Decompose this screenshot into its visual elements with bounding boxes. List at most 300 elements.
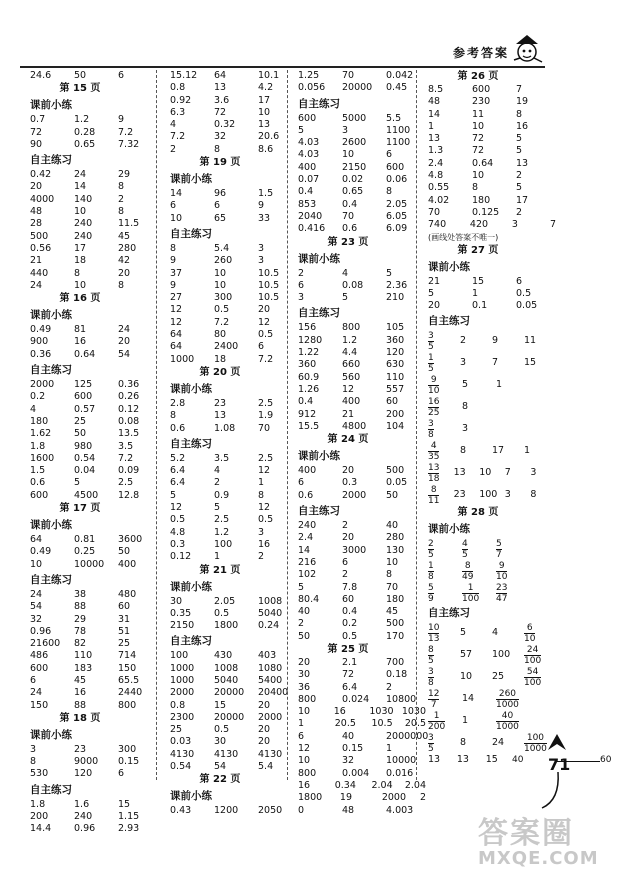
answer-row <box>298 805 426 817</box>
answer-value: 4.8 <box>170 526 186 538</box>
answer-value: 16 <box>333 706 346 718</box>
answer-value: 6.09 <box>386 223 408 235</box>
answer-value: 30 <box>170 595 183 607</box>
answer-value: 4.2 <box>258 82 274 94</box>
section-heading: 自主练习 <box>298 307 340 320</box>
answer-row <box>298 223 426 235</box>
fraction-denominator: 5 <box>428 342 434 353</box>
answer-row <box>428 158 556 170</box>
page-heading: 第 17 页 <box>59 503 101 515</box>
answer-value: 600 <box>298 112 317 124</box>
answer-value: 5040 <box>214 674 239 686</box>
answer-value: 2050 <box>258 805 283 817</box>
answer-value: 400 <box>298 465 317 477</box>
answer-value: 6 <box>298 477 305 489</box>
answer-value: 5.4 <box>214 242 230 254</box>
answer-value: 0.016 <box>386 767 414 779</box>
answer-value: 10 <box>214 267 227 279</box>
answer-value: 14.4 <box>30 823 52 835</box>
fraction-numerator: 4 <box>462 539 468 550</box>
answer-row <box>298 657 426 669</box>
answer-value: 82 <box>74 638 87 650</box>
answer-value <box>428 538 462 560</box>
answer-value: 110 <box>386 371 405 383</box>
fraction-numerator: 5 <box>496 539 502 550</box>
answer-value: 0.65 <box>342 186 364 198</box>
page-heading: 第 20 页 <box>199 366 241 378</box>
answer-row <box>170 82 298 94</box>
answer-row <box>30 127 158 139</box>
answer-value: 7 <box>516 84 523 95</box>
answer-row <box>298 545 426 557</box>
fraction-denominator: 18 <box>428 474 440 485</box>
answer-row <box>170 268 298 280</box>
column-divider <box>156 70 157 780</box>
answer-value: 7.2 <box>258 353 274 365</box>
answer-row <box>30 687 158 699</box>
page-heading: 第 27 页 <box>457 244 499 256</box>
answer-row <box>298 532 426 544</box>
answer-value: 0.02 <box>342 174 364 186</box>
answer-row <box>30 336 158 348</box>
section-heading: 自主练习 <box>298 97 340 110</box>
answer-value <box>428 560 462 582</box>
answer-value: 560 <box>342 371 361 383</box>
answer-value: 78 <box>74 625 87 637</box>
answer-value: 1280 <box>298 334 323 346</box>
answer-row <box>298 162 426 174</box>
answer-row <box>170 107 298 119</box>
answer-row <box>428 288 556 300</box>
answer-column-4 <box>428 70 612 767</box>
answer-value: 130 <box>386 544 405 556</box>
answer-row <box>298 730 429 743</box>
answer-row <box>30 404 158 416</box>
answer-row <box>428 462 556 484</box>
answer-value: 20.5 <box>404 718 427 730</box>
answer-value: 500 <box>30 230 49 242</box>
answer-value: 430 <box>214 650 233 662</box>
answer-value: 8 <box>170 410 177 422</box>
answer-value: 4 <box>342 267 349 279</box>
fraction-numerator: 2 <box>428 539 434 550</box>
answer-row <box>428 538 556 560</box>
answer-value: 1.8 <box>30 440 46 452</box>
fraction <box>462 583 479 604</box>
answer-value: 120 <box>74 768 93 780</box>
answer-value: 4.8 <box>428 170 444 182</box>
answer-value: 0.125 <box>472 206 500 218</box>
answer-row <box>170 280 298 292</box>
answer-value: 2.5 <box>258 452 274 464</box>
answer-value: 5000 <box>342 112 367 124</box>
answer-value: 31 <box>118 613 131 625</box>
answer-row <box>298 335 426 347</box>
answer-value: 125 <box>74 379 93 391</box>
answer-value: 60 <box>386 396 399 408</box>
answer-value: 105 <box>386 322 405 334</box>
answer-value: 32 <box>214 131 227 143</box>
answer-value: 0.3 <box>342 477 358 489</box>
answer-row <box>30 70 158 82</box>
answer-value: 0.56 <box>30 242 52 254</box>
answer-value: 10 <box>258 106 271 118</box>
answer-value: 51 <box>118 625 131 637</box>
mascot-icon <box>508 30 546 66</box>
answer-row <box>428 330 556 352</box>
answer-value: 14 <box>74 181 87 193</box>
answer-value: 5 <box>214 502 221 514</box>
fraction <box>428 667 434 688</box>
answer-value: 403 <box>258 650 277 662</box>
answer-value: 0.5 <box>258 329 274 341</box>
answer-row <box>170 200 298 212</box>
answer-value: 10.5 <box>371 718 393 730</box>
answer-value: 600 <box>74 391 93 403</box>
answer-value: 8 <box>170 242 177 254</box>
answer-value: 21 <box>30 255 43 267</box>
answer-value: 200 <box>30 811 49 823</box>
answer-value: 800 <box>298 767 317 779</box>
column-divider <box>416 70 417 780</box>
answer-column-1 <box>30 70 158 836</box>
answer-value: 2150 <box>342 161 367 173</box>
answer-value: 10.1 <box>258 70 280 81</box>
answer-row <box>298 477 426 489</box>
answer-value: 70 <box>386 581 399 593</box>
answer-value: 800 <box>342 322 361 334</box>
fraction-denominator: 1000 <box>524 744 547 755</box>
answer-value: 2300 <box>170 711 195 723</box>
answer-value: 6 <box>170 200 177 212</box>
answer-row <box>170 596 298 608</box>
section-heading: 自主练习 <box>30 364 72 377</box>
answer-value: 800 <box>118 699 137 711</box>
answer-row <box>30 114 158 126</box>
answer-value <box>496 710 530 732</box>
answer-value: 3 <box>504 489 511 501</box>
fraction <box>496 561 507 582</box>
answer-value: 2000 <box>342 489 367 501</box>
answer-value: 120 <box>386 347 405 359</box>
section-heading: 自主练习 <box>428 607 470 620</box>
answer-value: 15 <box>524 357 537 369</box>
fraction-denominator: 8 <box>428 430 434 441</box>
answer-row <box>298 113 426 125</box>
answer-value: 300 <box>214 292 233 304</box>
answer-value: 20 <box>428 300 441 312</box>
answer-row <box>298 82 426 94</box>
answer-row <box>30 700 158 712</box>
section-heading: 自主练习 <box>30 154 72 167</box>
answer-value: 8.6 <box>258 143 274 155</box>
answer-row <box>170 304 298 316</box>
answer-value: 13 <box>214 82 227 94</box>
answer-row <box>428 207 556 219</box>
fraction-denominator: 5 <box>428 744 434 755</box>
answer-value: 10 <box>170 212 183 224</box>
answer-value: 24 <box>118 324 131 336</box>
answer-row <box>30 490 158 502</box>
fraction <box>496 539 502 560</box>
answer-row <box>428 666 556 688</box>
page-heading: 第 25 页 <box>327 643 369 655</box>
answer-value: 10 <box>472 170 485 182</box>
answer-row <box>428 145 556 157</box>
answer-value: 12 <box>258 465 271 477</box>
answer-value: 240 <box>74 230 93 242</box>
answer-value: 486 <box>30 650 49 662</box>
answer-value: 15 <box>485 754 498 766</box>
answer-value: 600 <box>472 84 491 95</box>
answer-value: 10000 <box>386 755 417 767</box>
answer-value: 0.32 <box>214 119 236 131</box>
answer-value: 2.4 <box>428 157 444 169</box>
answer-value <box>462 560 496 582</box>
answer-value: 2440 <box>118 687 143 699</box>
answer-row <box>170 749 298 761</box>
answer-value: 10 <box>74 206 87 218</box>
answer-value: 4.4 <box>342 347 358 359</box>
answer-value: 13.5 <box>118 428 140 440</box>
answer-value: 54 <box>30 601 43 613</box>
answer-row <box>170 255 298 267</box>
answer-row <box>298 409 426 421</box>
answer-row <box>170 243 298 255</box>
answer-value: 20 <box>118 336 131 348</box>
answer-row <box>298 682 426 694</box>
answer-row <box>30 453 158 465</box>
answer-value: 7.32 <box>118 138 140 150</box>
answer-value: 0.36 <box>118 379 140 391</box>
answer-value: 3 <box>298 292 305 304</box>
answer-value: 1800 <box>298 792 323 804</box>
answer-value: 7.2 <box>214 316 230 328</box>
answer-row <box>170 805 298 817</box>
answer-value: 4.02 <box>428 194 450 206</box>
page-heading: 第 15 页 <box>59 83 101 95</box>
answer-row <box>30 650 158 662</box>
answer-value: 1 <box>298 718 305 730</box>
answer-value: 5400 <box>258 674 283 686</box>
page-heading: 第 28 页 <box>457 507 499 519</box>
answer-value: 7 <box>549 219 556 231</box>
answer-value: 210 <box>386 292 405 304</box>
answer-row <box>298 768 426 780</box>
answer-value: 1 <box>524 445 531 457</box>
answer-row <box>298 669 426 681</box>
answer-value: 8 <box>214 143 221 155</box>
answer-value: 1.2 <box>214 526 230 538</box>
answer-value: 260 <box>214 255 233 267</box>
answer-value: 0.15 <box>118 756 140 768</box>
answer-value: 8 <box>472 182 479 194</box>
answer-value: 21 <box>428 275 441 287</box>
answer-value: 557 <box>386 383 405 395</box>
answer-row <box>298 594 426 606</box>
answer-value: 50 <box>74 428 87 440</box>
fraction-numerator: 3 <box>428 733 434 744</box>
answer-value: 17 <box>516 194 529 206</box>
answer-value: 360 <box>298 359 317 371</box>
answer-value: 16 <box>298 779 311 791</box>
answer-value: 20 <box>258 724 271 736</box>
answer-value: 1 <box>496 379 503 391</box>
answer-value: 6.4 <box>170 465 186 477</box>
page-heading: 第 22 页 <box>199 774 241 786</box>
answer-row <box>298 780 426 792</box>
answer-value: 100 <box>170 650 189 662</box>
answer-row <box>170 620 298 632</box>
answer-value: 100 <box>479 489 498 501</box>
answer-value: 600 <box>386 161 405 173</box>
section-heading: 课前小练 <box>30 309 72 322</box>
answer-value: 1.26 <box>298 383 320 395</box>
answer-value: 2 <box>214 477 221 489</box>
answer-value: 600 <box>30 489 49 501</box>
fraction <box>428 331 434 352</box>
answer-value: 0.5 <box>214 607 230 619</box>
answer-row <box>298 384 426 396</box>
answer-value: 0.96 <box>30 625 52 637</box>
fraction-denominator: 8 <box>428 678 434 689</box>
section-heading: 课前小练 <box>298 252 340 265</box>
answer-row <box>170 95 298 107</box>
answer-value: 2.5 <box>118 477 134 489</box>
answer-value: 0.5 <box>214 304 230 316</box>
answer-row <box>30 243 158 255</box>
answer-value: 45 <box>118 230 131 242</box>
answer-value: 72 <box>30 126 43 138</box>
answer-value: 16 <box>74 336 87 348</box>
answer-value: 11.5 <box>118 218 140 230</box>
page-heading: 第 18 页 <box>59 712 101 724</box>
answer-value: 1.2 <box>342 334 358 346</box>
answer-value: 29 <box>118 169 131 181</box>
answer-value: 45 <box>386 606 399 618</box>
answer-value: 3 <box>258 255 265 267</box>
answer-row <box>298 694 426 706</box>
answer-value: 27 <box>170 292 183 304</box>
answer-value: 0.7 <box>30 114 46 126</box>
answer-value: 140 <box>74 193 93 205</box>
answer-value: 0.36 <box>30 348 52 360</box>
page-heading: 第 16 页 <box>59 293 101 305</box>
answer-value: 50 <box>298 630 311 642</box>
answer-value: 1030 <box>401 706 426 718</box>
answer-value: 912 <box>298 408 317 420</box>
answer-row <box>428 352 556 374</box>
answer-value: 230 <box>472 96 491 108</box>
answer-value: 8 <box>74 267 81 279</box>
answer-row <box>30 756 158 768</box>
answer-value: 25 <box>170 724 183 736</box>
answer-value <box>524 622 556 644</box>
answer-value: 0.24 <box>258 620 280 632</box>
answer-value: 9 <box>118 114 125 126</box>
page-heading: 第 19 页 <box>199 157 241 169</box>
answer-row <box>298 606 426 618</box>
answer-value: 50 <box>386 489 399 501</box>
answer-value: 2150 <box>170 620 195 632</box>
answer-value: 18 <box>74 255 87 267</box>
answer-value: 1200 <box>214 805 239 817</box>
header-divider <box>20 66 545 68</box>
answer-value: 2000 <box>170 687 195 699</box>
answer-value: 20 <box>30 181 43 193</box>
answer-row <box>298 359 426 371</box>
answer-value: 2.8 <box>170 397 186 409</box>
answer-row <box>298 372 426 384</box>
answer-value: 853 <box>298 198 317 210</box>
answer-value: 530 <box>30 768 49 780</box>
answer-value <box>428 732 460 754</box>
fraction-numerator: 9 <box>498 561 505 572</box>
answer-row <box>428 484 556 506</box>
answer-row <box>170 131 298 143</box>
fraction-denominator: 5 <box>428 364 434 375</box>
answer-row <box>170 119 298 131</box>
answer-value: 13 <box>453 467 466 479</box>
answer-value: 8 <box>460 737 467 749</box>
answer-value: 0.3 <box>170 538 186 550</box>
answer-value: 70 <box>258 422 271 434</box>
answer-value: 17 <box>258 94 271 106</box>
answer-row <box>30 638 158 650</box>
answer-row <box>428 170 556 182</box>
answer-value: 64 <box>170 329 183 341</box>
answer-row <box>298 322 426 334</box>
answer-value: 4 <box>492 627 499 639</box>
answer-row <box>30 280 158 292</box>
fraction-denominator: 7 <box>496 550 502 561</box>
answer-value: 0.09 <box>118 465 140 477</box>
answer-value: 13 <box>516 157 529 169</box>
answer-value <box>428 418 462 440</box>
fraction <box>428 485 439 506</box>
answer-value: 54 <box>118 348 131 360</box>
answer-value: 7 <box>492 357 499 369</box>
answer-value: 400 <box>298 161 317 173</box>
fraction-numerator: 1 <box>433 711 440 722</box>
answer-row <box>30 601 158 613</box>
fraction-denominator: 10 <box>428 386 440 397</box>
answer-value: 13 <box>428 754 441 766</box>
answer-row <box>30 391 158 403</box>
answer-value: 5 <box>342 292 349 304</box>
answer-value: 5 <box>298 124 305 136</box>
fraction-denominator: 11 <box>428 496 440 507</box>
answer-row <box>428 644 556 666</box>
answer-row <box>30 799 158 811</box>
answer-value: 24 <box>30 588 43 600</box>
fraction-denominator: 1000 <box>496 700 519 711</box>
answer-value: 150 <box>118 662 137 674</box>
answer-value: 6 <box>516 275 523 287</box>
answer-row <box>170 514 298 526</box>
answer-value: 23 <box>74 743 87 755</box>
answer-row <box>170 477 298 489</box>
answer-value: 28 <box>30 218 43 230</box>
answer-value: 3.5 <box>118 440 134 452</box>
answer-value: 23 <box>453 489 466 501</box>
answer-value: 16 <box>516 120 529 132</box>
answer-value: 30 <box>214 736 227 748</box>
section-heading: 课前小练 <box>30 728 72 741</box>
answer-row <box>30 546 158 558</box>
answer-row <box>298 465 426 477</box>
answer-value <box>428 440 460 462</box>
